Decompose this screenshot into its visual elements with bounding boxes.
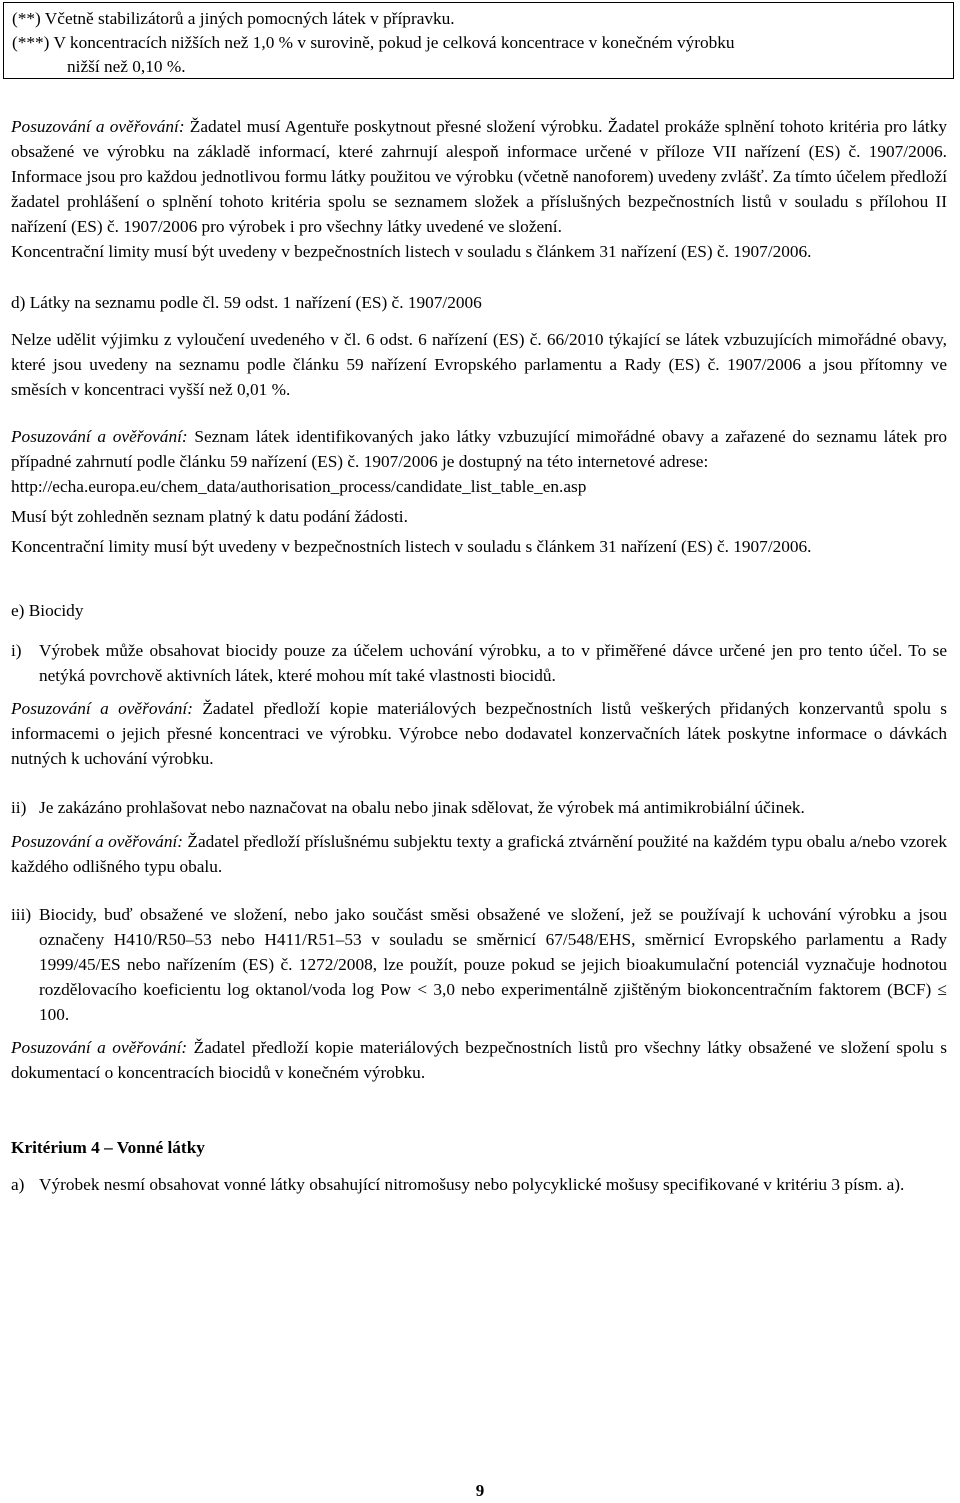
list-text: Výrobek může obsahovat biocidy pouze za účelem uchování výrobku, a to v přiměřené dávce určené jen pro tento účel. To se netýká povrchově aktivních látek, které mohou mít také vlastnosti biocidů. — [39, 641, 947, 685]
main-content — [11, 114, 947, 1197]
list-item-k4-a — [11, 1172, 947, 1197]
list-item-e-iii — [11, 902, 947, 1027]
list-label: iii) — [11, 905, 32, 924]
assessment-label: Posuzování a ověřování: — [11, 1038, 188, 1057]
section-e-ii-assessment: Posuzování a ověřování: Žadatel předloží příslušnému subjektu texty a grafická ztvárnění použité na každém typu obalu a/nebo vzorek každého odlišného typu obalu. — [11, 832, 947, 876]
assessment-label: Posuzování a ověřování: — [11, 117, 185, 136]
footnote-box — [3, 2, 954, 79]
assessment-label: Posuzování a ověřování: — [11, 832, 184, 851]
section-e-i-assessment: Posuzování a ověřování: Žadatel předloží kopie materiálových bezpečnostních listů veškerých přidaných konzervantů spolu s informacemi o jejich přesné koncentraci ve výrobku. Výrobce nebo dodavatel konzervačních látek poskytne informace o dávkách nutných k uchování výrobku. — [11, 699, 947, 768]
list-item-e-i — [11, 638, 947, 688]
footnote-1: (**) Včetně stabilizátorů a jiných pomocných látek v přípravku. — [12, 9, 455, 28]
page-number: 9 — [475, 1481, 485, 1500]
list-label: ii) — [11, 798, 27, 817]
section-d-text: Nelze udělit výjimku z vyloučení uvedeného v čl. 6 odst. 6 nařízení (ES) č. 66/2010 týkající se látek vzbuzujících mimořádné obavy, které jsou uvedeny na seznamu podle článku 59 nařízení Evropského parlamentu a Rady (ES) č. 1907/2006 a jsou přítomny ve směsích v koncentraci vyšší než 0,01 %. — [11, 330, 947, 399]
section-d-limits: Koncentrační limity musí být uvedeny v bezpečnostních listech v souladu s článkem 31 nařízení (ES) č. 1907/2006. — [11, 537, 812, 556]
criterion-4-heading: Kritérium 4 – Vonné látky — [11, 1138, 205, 1157]
list-text: Biocidy, buď obsažené ve složení, nebo jako součást směsi obsažené ve složení, jež se používají k uchování výrobku a jsou označeny H410/R50–53 nebo H411/R51–53 v souladu se směrnicí 67/548/EHS, směrnicí Evropského parlamentu a Rady 1999/45/ES nebo nařízením (ES) č. 1272/2008, lze použít, pouze pokud se jejich bioakumulační potenciál vyznačuje hodnotou rozdělovacího koeficientu log oktanol/voda log Pow < 3,0 nebo experimentálně zjištěným biokoncentračním faktorem (BCF) ≤ 100. — [39, 905, 947, 1024]
list-label: i) — [11, 641, 22, 660]
section-d-valid-list: Musí být zohledněn seznam platný k datu podání žádosti. — [11, 507, 408, 526]
list-item-e-ii — [11, 795, 947, 820]
limits-paragraph-1: Koncentrační limity musí být uvedeny v bezpečnostních listech v souladu s článkem 31 nařízení (ES) č. 1907/2006. — [11, 242, 812, 261]
section-d-heading: d) Látky na seznamu podle čl. 59 odst. 1 nařízení (ES) č. 1907/2006 — [11, 293, 482, 312]
list-label: a) — [11, 1175, 25, 1194]
candidate-list-url: http://echa.europa.eu/chem_data/authorisation_process/candidate_list_table_en.asp — [11, 477, 587, 496]
assessment-paragraph-1: Posuzování a ověřování: Žadatel musí Agentuře poskytnout přesné složení výrobku. Žadatel prokáže splnění tohoto kritéria pro látky obsažené ve výrobku na základě informací, které zahrnují alespoň informace určené v příloze VII nařízení (ES) č. 1907/2006. Informace jsou pro každou jednotlivou formu látky použitou ve výrobku (včetně nanoforem) uvedeny zvlášť. Za tímto účelem předloží žadatel prohlášení o splnění tohoto kritéria spolu se seznamem složek a příslušných bezpečnostních listů v souladu s přílohou II nařízení (ES) č. 1907/2006 pro výrobek i pro všechny látky uvedené ve složení. — [11, 117, 947, 236]
section-e-iii-assessment: Posuzování a ověřování: Žadatel předloží kopie materiálových bezpečnostních listů pro všechny látky obsažené ve složení spolu s dokumentací o koncentracích biocidů v konečném výrobku. — [11, 1038, 947, 1082]
list-text: Je zakázáno prohlašovat nebo naznačovat na obalu nebo jinak sdělovat, že výrobek má antimikrobiální účinek. — [39, 798, 805, 817]
assessment-label: Posuzování a ověřování: — [11, 699, 193, 718]
section-e-heading: e) Biocidy — [11, 601, 84, 620]
footnote-2: (***) V koncentracích nižších než 1,0 % v surovině, pokud je celková koncentrace v konečném výrobku — [12, 33, 735, 52]
section-d-assessment: Posuzování a ověřování: Seznam látek identifikovaných jako látky vzbuzující mimořádné obavy a zařazené do seznamu látek pro případné zahrnutí podle článku 59 nařízení (ES) č. 1907/2006 je dostupný na této internetové adrese: — [11, 427, 947, 471]
footnote-2-cont: nižší než 0,10 %. — [67, 57, 186, 76]
assessment-label: Posuzování a ověřování: — [11, 427, 188, 446]
list-text: Výrobek nesmí obsahovat vonné látky obsahující nitromošusy nebo polycyklické mošusy specifikované v kritériu 3 písm. a). — [39, 1175, 905, 1194]
